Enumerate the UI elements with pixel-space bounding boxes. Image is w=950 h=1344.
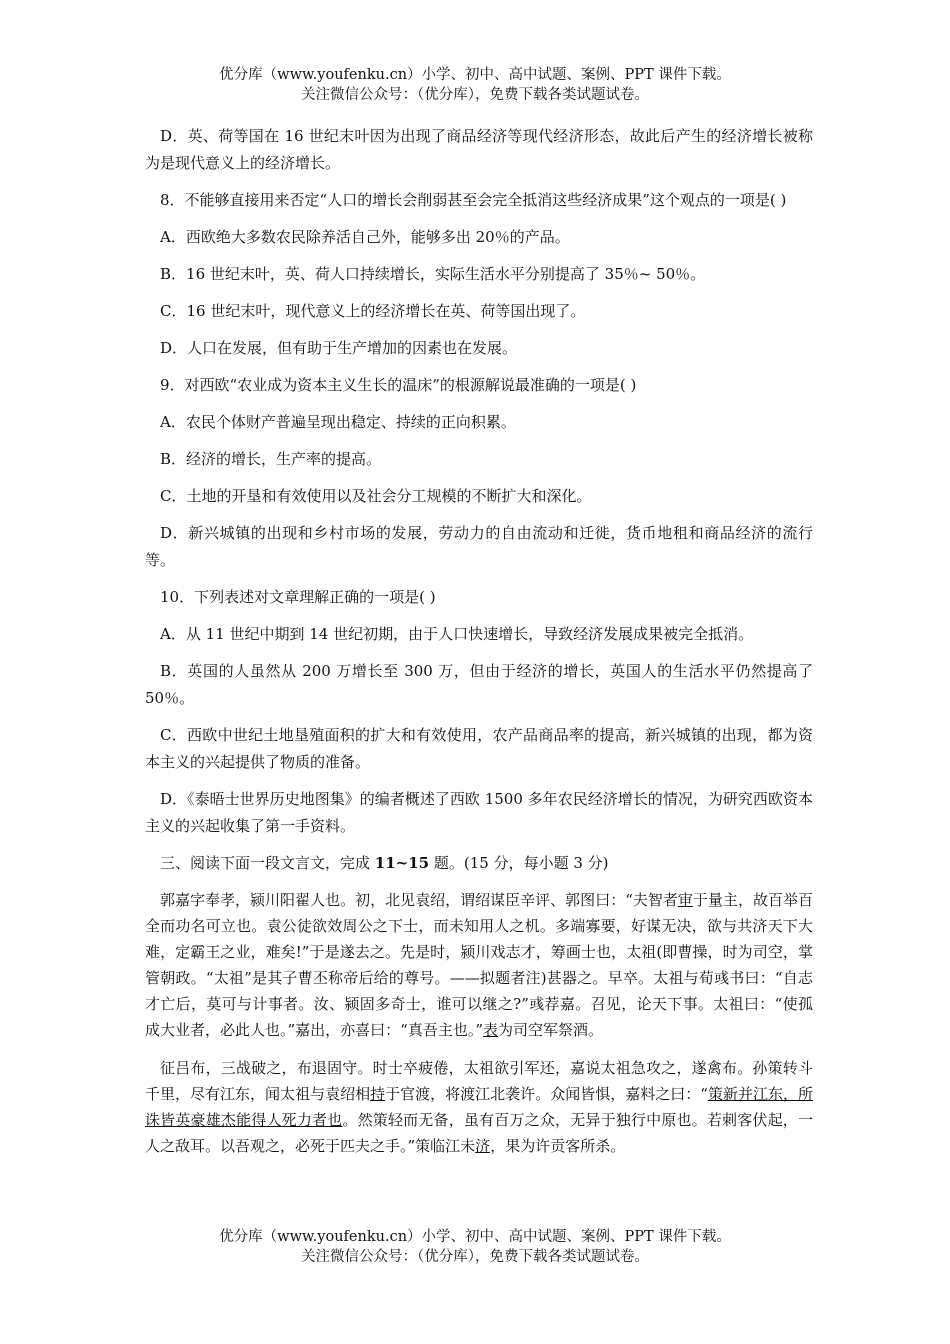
page-header: [0, 65, 950, 105]
section-3-text-post: 题。(15 分，每小题 3 分): [429, 854, 609, 872]
document-body: [145, 123, 813, 1171]
q8-option-b: B．16 世纪末叶，英、荷人口持续增长，实际生活水平分别提高了 35％~ 50％。: [160, 265, 706, 283]
passage1-underlined-word-2: 表: [483, 1021, 499, 1039]
q8-option-d: D．人口在发展，但有助于生产增加的因素也在发展。: [160, 339, 518, 357]
q8-option-a: A．西欧绝大多数农民除养活自己外，能够多出 20％的产品。: [160, 228, 570, 246]
footer-line-2: 关注微信公众号：（优分库），免费下载各类试题试卷。: [301, 1249, 649, 1265]
q10-option-b: B．英国的人虽然从 200 万增长至 300 万，但由于经济的增长，英国人的生活水平仍然提高了 50％。: [145, 662, 813, 707]
section-3-question-range: 11~15: [374, 854, 430, 872]
passage2-text-2: 于官渡，将渡江北袭许。众闻皆惧，嘉料之曰：“: [385, 1085, 708, 1103]
passage2-underlined-word-2: 济: [475, 1137, 491, 1155]
q9-option-b: B．经济的增长，生产率的提高。: [160, 450, 382, 468]
q9-option-a: A．农民个体财产普遍呈现出稳定、持续的正向积累。: [160, 413, 516, 431]
header-line-2: 关注微信公众号：（优分库），免费下载各类试题试卷。: [301, 87, 649, 103]
page-footer: [0, 1227, 950, 1267]
q9-stem: 9．对西欧“农业成为资本主义生长的温床”的根源解说最准确的一项是( ): [160, 376, 637, 394]
q8-stem: 8．不能够直接用来否定“人口的增长会削弱甚至会完全抵消这些经济成果”这个观点的一项是( ): [160, 191, 787, 209]
classical-passage-paragraph-1: [145, 887, 813, 1043]
q9-option-d: D．新兴城镇的出现和乡村市场的发展，劳动力的自由流动和迁徙，货币地租和商品经济的流行等。: [145, 524, 813, 569]
passage1-text-2: 于量主，故百举百全而功名可立也。袁公徒欲效周公之下士，而未知用人之机。多端寡要，好谋无决，欲与共济天下大难，定霸王之业，难矣!”于是遂去之。先是时，颍川戏志才，筹画士也，太祖(即曹操，时为司空，掌管朝政。“太祖”是其子曹丕称帝后给的尊号。——拟题者注)甚器之。早卒。太祖与荀彧书曰：“自志才亡后，莫可与计事者。汝、颍固多奇士，谁可以继之?”彧荐嘉。召见，论天下事。太祖曰：“使孤成大业者，必此人也。”嘉出，亦喜曰：“真吾主也。”: [145, 891, 813, 1039]
footer-line-1: 优分库（www.youfenku.cn）小学、初中、高中试题、案例、PPT 课件下载。: [219, 1229, 731, 1245]
section-3-heading: [145, 850, 813, 877]
passage1-text-1: 郭嘉字奉孝，颍川阳翟人也。初，北见袁绍，谓绍谋臣辛评、郭图曰：“夫智者: [160, 891, 678, 909]
passage2-text-3: 。然策轻而无备，虽有百万之众，无异于独行中原也。若刺客伏起，一人之敌耳。以吾观之，必死于匹夫之手。”策临江未: [145, 1111, 813, 1155]
passage1-underlined-word-1: 审: [677, 891, 693, 909]
q10-option-a: A．从 11 世纪中期到 14 世纪初期，由于人口快速增长，导致经济发展成果被完全抵消。: [160, 625, 754, 643]
header-line-1: 优分库（www.youfenku.cn）小学、初中、高中试题、案例、PPT 课件下载。: [219, 67, 731, 83]
passage2-underlined-sentence: 策新并江东，所诛皆英豪雄杰能得人死力者也: [145, 1085, 813, 1129]
q8-option-c: C．16 世纪末叶，现代意义上的经济增长在英、荷等国出现了。: [160, 302, 586, 320]
q7-option-d: D．英、荷等国在 16 世纪末叶因为出现了商品经济等现代经济形态，故此后产生的经济增长被称为是现代意义上的经济增长。: [145, 127, 813, 172]
q10-option-d: D．《泰晤士世界历史地图集》的编者概述了西欧 1500 多年农民经济增长的情况，为研究西欧资本主义的兴起收集了第一手资料。: [145, 790, 813, 835]
passage2-underlined-word-1: 持: [370, 1085, 386, 1103]
passage2-text-4: ，果为许贡客所杀。: [490, 1137, 626, 1155]
section-3-text-pre: 三、阅读下面一段文言文，完成: [160, 854, 375, 872]
q9-option-c: C．土地的开垦和有效使用以及社会分工规模的不断扩大和深化。: [160, 487, 592, 505]
passage2-text-1: 征吕布，三战破之，布退固守。时士卒疲倦，太祖欲引军还，嘉说太祖急攻之，遂禽布。孙策转斗千里，尽有江东，闻太祖与袁绍相: [145, 1059, 813, 1103]
classical-passage-paragraph-2: [145, 1055, 813, 1159]
q10-stem: 10．下列表述对文章理解正确的一项是( ): [160, 588, 436, 606]
q10-option-c: C．西欧中世纪土地垦殖面积的扩大和有效使用，农产品商品率的提高，新兴城镇的出现，都为资本主义的兴起提供了物质的准备。: [145, 726, 813, 771]
passage1-text-3: 为司空军祭酒。: [498, 1021, 604, 1039]
